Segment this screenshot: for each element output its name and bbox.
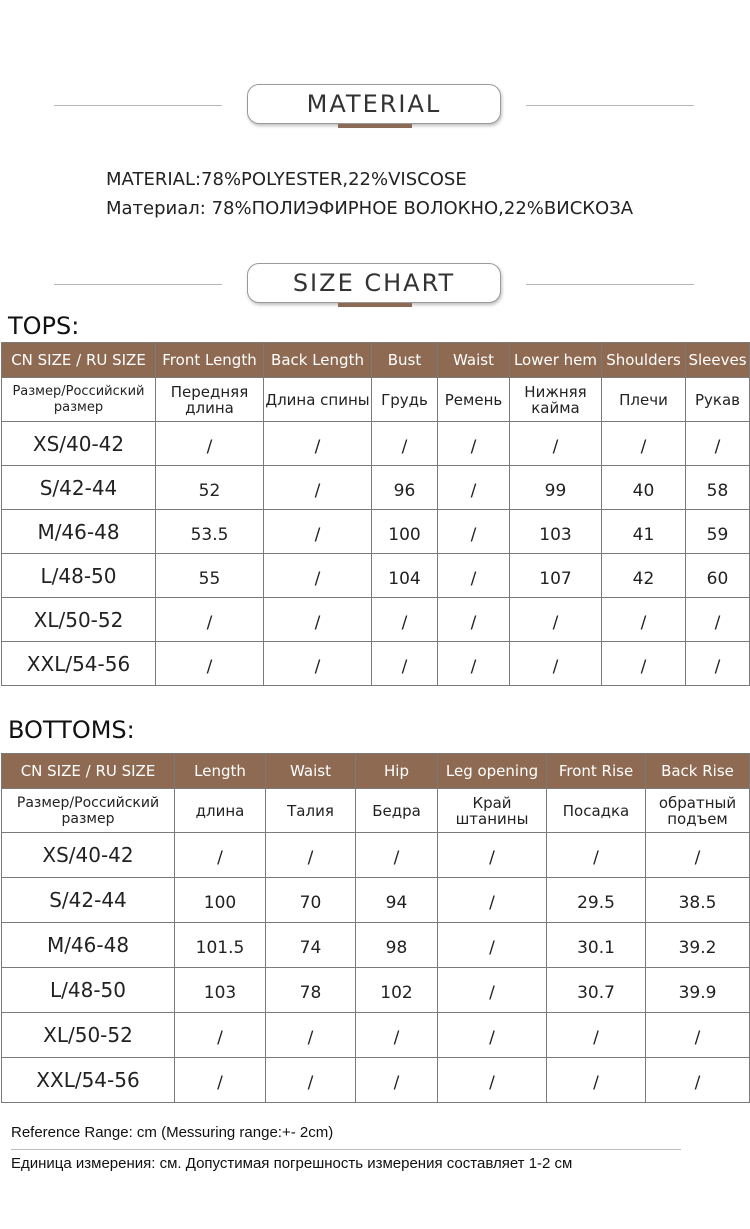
tops-ru-header-row — [2, 378, 750, 422]
measurement-cell: 101.5 — [175, 923, 266, 968]
measurement-cell: 103 — [510, 510, 602, 554]
size-chart-title: SIZE CHART — [247, 263, 501, 303]
measurement-cell: / — [438, 510, 510, 554]
size-chart-section-title — [0, 263, 750, 307]
measurement-cell: 52 — [156, 466, 264, 510]
size-label-cell: XL/50-52 — [2, 1013, 175, 1058]
tops-col-header: Front Length — [156, 343, 264, 378]
measurement-cell: / — [156, 598, 264, 642]
table-row — [2, 598, 750, 642]
measurement-cell: / — [686, 422, 750, 466]
tops-ru-col-header: Размер/Российский размер — [2, 378, 156, 422]
bottoms-col-header: Back Rise — [646, 754, 750, 789]
size-label-cell: S/42-44 — [2, 466, 156, 510]
divider-line — [526, 284, 694, 285]
measurement-cell: / — [438, 1013, 547, 1058]
size-label-cell: M/46-48 — [2, 923, 175, 968]
tops-ru-col-header: Грудь — [372, 378, 438, 422]
measurement-cell: 55 — [156, 554, 264, 598]
table-row — [2, 1013, 750, 1058]
bottoms-heading: BOTTOMS: — [8, 716, 135, 744]
bottoms-ru-col-header: Посадка — [547, 789, 646, 833]
measurement-cell: 104 — [372, 554, 438, 598]
tops-ru-col-header: Передняя длина — [156, 378, 264, 422]
divider-line — [526, 105, 694, 106]
measurement-cell: / — [438, 878, 547, 923]
measurement-cell: / — [266, 1058, 356, 1103]
divider-line — [11, 1149, 681, 1150]
measurement-cell: / — [547, 1058, 646, 1103]
measurement-cell: / — [438, 554, 510, 598]
measurement-cell: / — [356, 1013, 438, 1058]
size-label-cell: XS/40-42 — [2, 833, 175, 878]
measurement-cell: 38.5 — [646, 878, 750, 923]
measurement-cell: / — [264, 598, 372, 642]
measurement-cell: / — [510, 642, 602, 686]
divider-line — [54, 284, 222, 285]
bottoms-ru-col-header: Край штанины — [438, 789, 547, 833]
measurement-cell: 59 — [686, 510, 750, 554]
measurement-cell: / — [510, 598, 602, 642]
bottoms-ru-col-header: Бедра — [356, 789, 438, 833]
measurement-cell: / — [175, 1058, 266, 1103]
bottoms-col-header: Length — [175, 754, 266, 789]
tops-col-header: Shoulders — [602, 343, 686, 378]
measurement-cell: / — [547, 1013, 646, 1058]
measurement-cell: / — [646, 1058, 750, 1103]
bottoms-col-header: Hip — [356, 754, 438, 789]
tops-header-row — [2, 343, 750, 378]
tops-col-header: Sleeves — [686, 343, 750, 378]
table-row — [2, 878, 750, 923]
bottoms-col-header: CN SIZE / RU SIZE — [2, 754, 175, 789]
measurement-cell: 103 — [175, 968, 266, 1013]
measurement-cell: 39.9 — [646, 968, 750, 1013]
measurement-cell: / — [438, 642, 510, 686]
bottoms-ru-col-header: длина — [175, 789, 266, 833]
accent-bar — [338, 303, 412, 307]
accent-bar — [338, 124, 412, 128]
measurement-cell: / — [646, 833, 750, 878]
material-line-en: MATERIAL:78%POLYESTER,22%VISCOSE — [106, 169, 467, 190]
measurement-cell: / — [547, 833, 646, 878]
size-label-cell: L/48-50 — [2, 554, 156, 598]
measurement-cell: / — [438, 1058, 547, 1103]
measurement-cell: 96 — [372, 466, 438, 510]
size-label-cell: M/46-48 — [2, 510, 156, 554]
measurement-cell: / — [438, 923, 547, 968]
table-row — [2, 466, 750, 510]
measurement-cell: 60 — [686, 554, 750, 598]
measurement-cell: / — [686, 642, 750, 686]
bottoms-col-header: Waist — [266, 754, 356, 789]
reference-range-en: Reference Range: cm (Messuring range:+- 2cm) — [11, 1124, 334, 1141]
size-label-cell: L/48-50 — [2, 968, 175, 1013]
tops-col-header: Lower hem — [510, 343, 602, 378]
measurement-cell: 42 — [602, 554, 686, 598]
tops-col-header: CN SIZE / RU SIZE — [2, 343, 156, 378]
measurement-cell: / — [372, 422, 438, 466]
tops-heading: TOPS: — [8, 312, 80, 340]
bottoms-col-header: Leg opening — [438, 754, 547, 789]
bottoms-ru-header-row — [2, 789, 750, 833]
tops-ru-col-header: Плечи — [602, 378, 686, 422]
tops-col-header: Waist — [438, 343, 510, 378]
tops-rows — [2, 422, 750, 686]
measurement-cell: 107 — [510, 554, 602, 598]
tops-col-header: Back Length — [264, 343, 372, 378]
measurement-cell: / — [438, 466, 510, 510]
measurement-cell: / — [264, 642, 372, 686]
measurement-cell: 70 — [266, 878, 356, 923]
measurement-cell: / — [602, 642, 686, 686]
size-label-cell: XXL/54-56 — [2, 642, 156, 686]
bottoms-ru-col-header: Размер/Российский размер — [2, 789, 175, 833]
tops-ru-col-header: Нижняя кайма — [510, 378, 602, 422]
measurement-cell: / — [266, 1013, 356, 1058]
measurement-cell: / — [175, 833, 266, 878]
measurement-cell: 98 — [356, 923, 438, 968]
table-row — [2, 510, 750, 554]
measurement-cell: 40 — [602, 466, 686, 510]
table-row — [2, 968, 750, 1013]
measurement-cell: 30.1 — [547, 923, 646, 968]
measurement-cell: 30.7 — [547, 968, 646, 1013]
measurement-cell: / — [438, 968, 547, 1013]
measurement-cell: / — [264, 466, 372, 510]
material-line-ru: Материал: 78%ПОЛИЭФИРНОЕ ВОЛОКНО,22%ВИСКОЗА — [106, 198, 634, 219]
measurement-cell: / — [372, 598, 438, 642]
measurement-cell: / — [372, 642, 438, 686]
measurement-cell: / — [438, 833, 547, 878]
measurement-cell: / — [438, 422, 510, 466]
measurement-cell: 74 — [266, 923, 356, 968]
table-row — [2, 833, 750, 878]
bottoms-ru-col-header: обратный подъем — [646, 789, 750, 833]
tops-size-table — [1, 342, 750, 686]
size-label-cell: S/42-44 — [2, 878, 175, 923]
measurement-cell: / — [686, 598, 750, 642]
measurement-cell: / — [264, 510, 372, 554]
table-row — [2, 1058, 750, 1103]
measurement-cell: 78 — [266, 968, 356, 1013]
bottoms-size-table — [1, 753, 750, 1103]
table-row — [2, 422, 750, 466]
measurement-cell: 58 — [686, 466, 750, 510]
measurement-cell: / — [646, 1013, 750, 1058]
measurement-cell: / — [356, 833, 438, 878]
measurement-cell: / — [510, 422, 602, 466]
measurement-cell: 94 — [356, 878, 438, 923]
measurement-cell: 29.5 — [547, 878, 646, 923]
measurement-cell: / — [602, 422, 686, 466]
material-title: MATERIAL — [247, 84, 501, 124]
measurement-cell: / — [602, 598, 686, 642]
measurement-cell: 99 — [510, 466, 602, 510]
tops-ru-col-header: Рукав — [686, 378, 750, 422]
material-section-title — [0, 84, 750, 128]
size-label-cell: XL/50-52 — [2, 598, 156, 642]
reference-range-ru: Единица измерения: см. Допустимая погрешность измерения составляет 1-2 см — [11, 1155, 573, 1172]
measurement-cell: / — [356, 1058, 438, 1103]
measurement-cell: 41 — [602, 510, 686, 554]
measurement-cell: / — [438, 598, 510, 642]
tops-ru-col-header: Длина спины — [264, 378, 372, 422]
measurement-cell: / — [175, 1013, 266, 1058]
table-row — [2, 554, 750, 598]
measurement-cell: 100 — [372, 510, 438, 554]
measurement-cell: 100 — [175, 878, 266, 923]
measurement-cell: / — [264, 422, 372, 466]
table-row — [2, 923, 750, 968]
table-row — [2, 642, 750, 686]
measurement-cell: 102 — [356, 968, 438, 1013]
tops-ru-col-header: Ремень — [438, 378, 510, 422]
size-label-cell: XS/40-42 — [2, 422, 156, 466]
bottoms-rows — [2, 833, 750, 1103]
measurement-cell: / — [264, 554, 372, 598]
measurement-cell: 39.2 — [646, 923, 750, 968]
bottoms-ru-col-header: Талия — [266, 789, 356, 833]
measurement-cell: / — [156, 642, 264, 686]
bottoms-col-header: Front Rise — [547, 754, 646, 789]
measurement-cell: / — [156, 422, 264, 466]
measurement-cell: / — [266, 833, 356, 878]
bottoms-header-row — [2, 754, 750, 789]
size-label-cell: XXL/54-56 — [2, 1058, 175, 1103]
measurement-cell: 53.5 — [156, 510, 264, 554]
divider-line — [54, 105, 222, 106]
tops-col-header: Bust — [372, 343, 438, 378]
